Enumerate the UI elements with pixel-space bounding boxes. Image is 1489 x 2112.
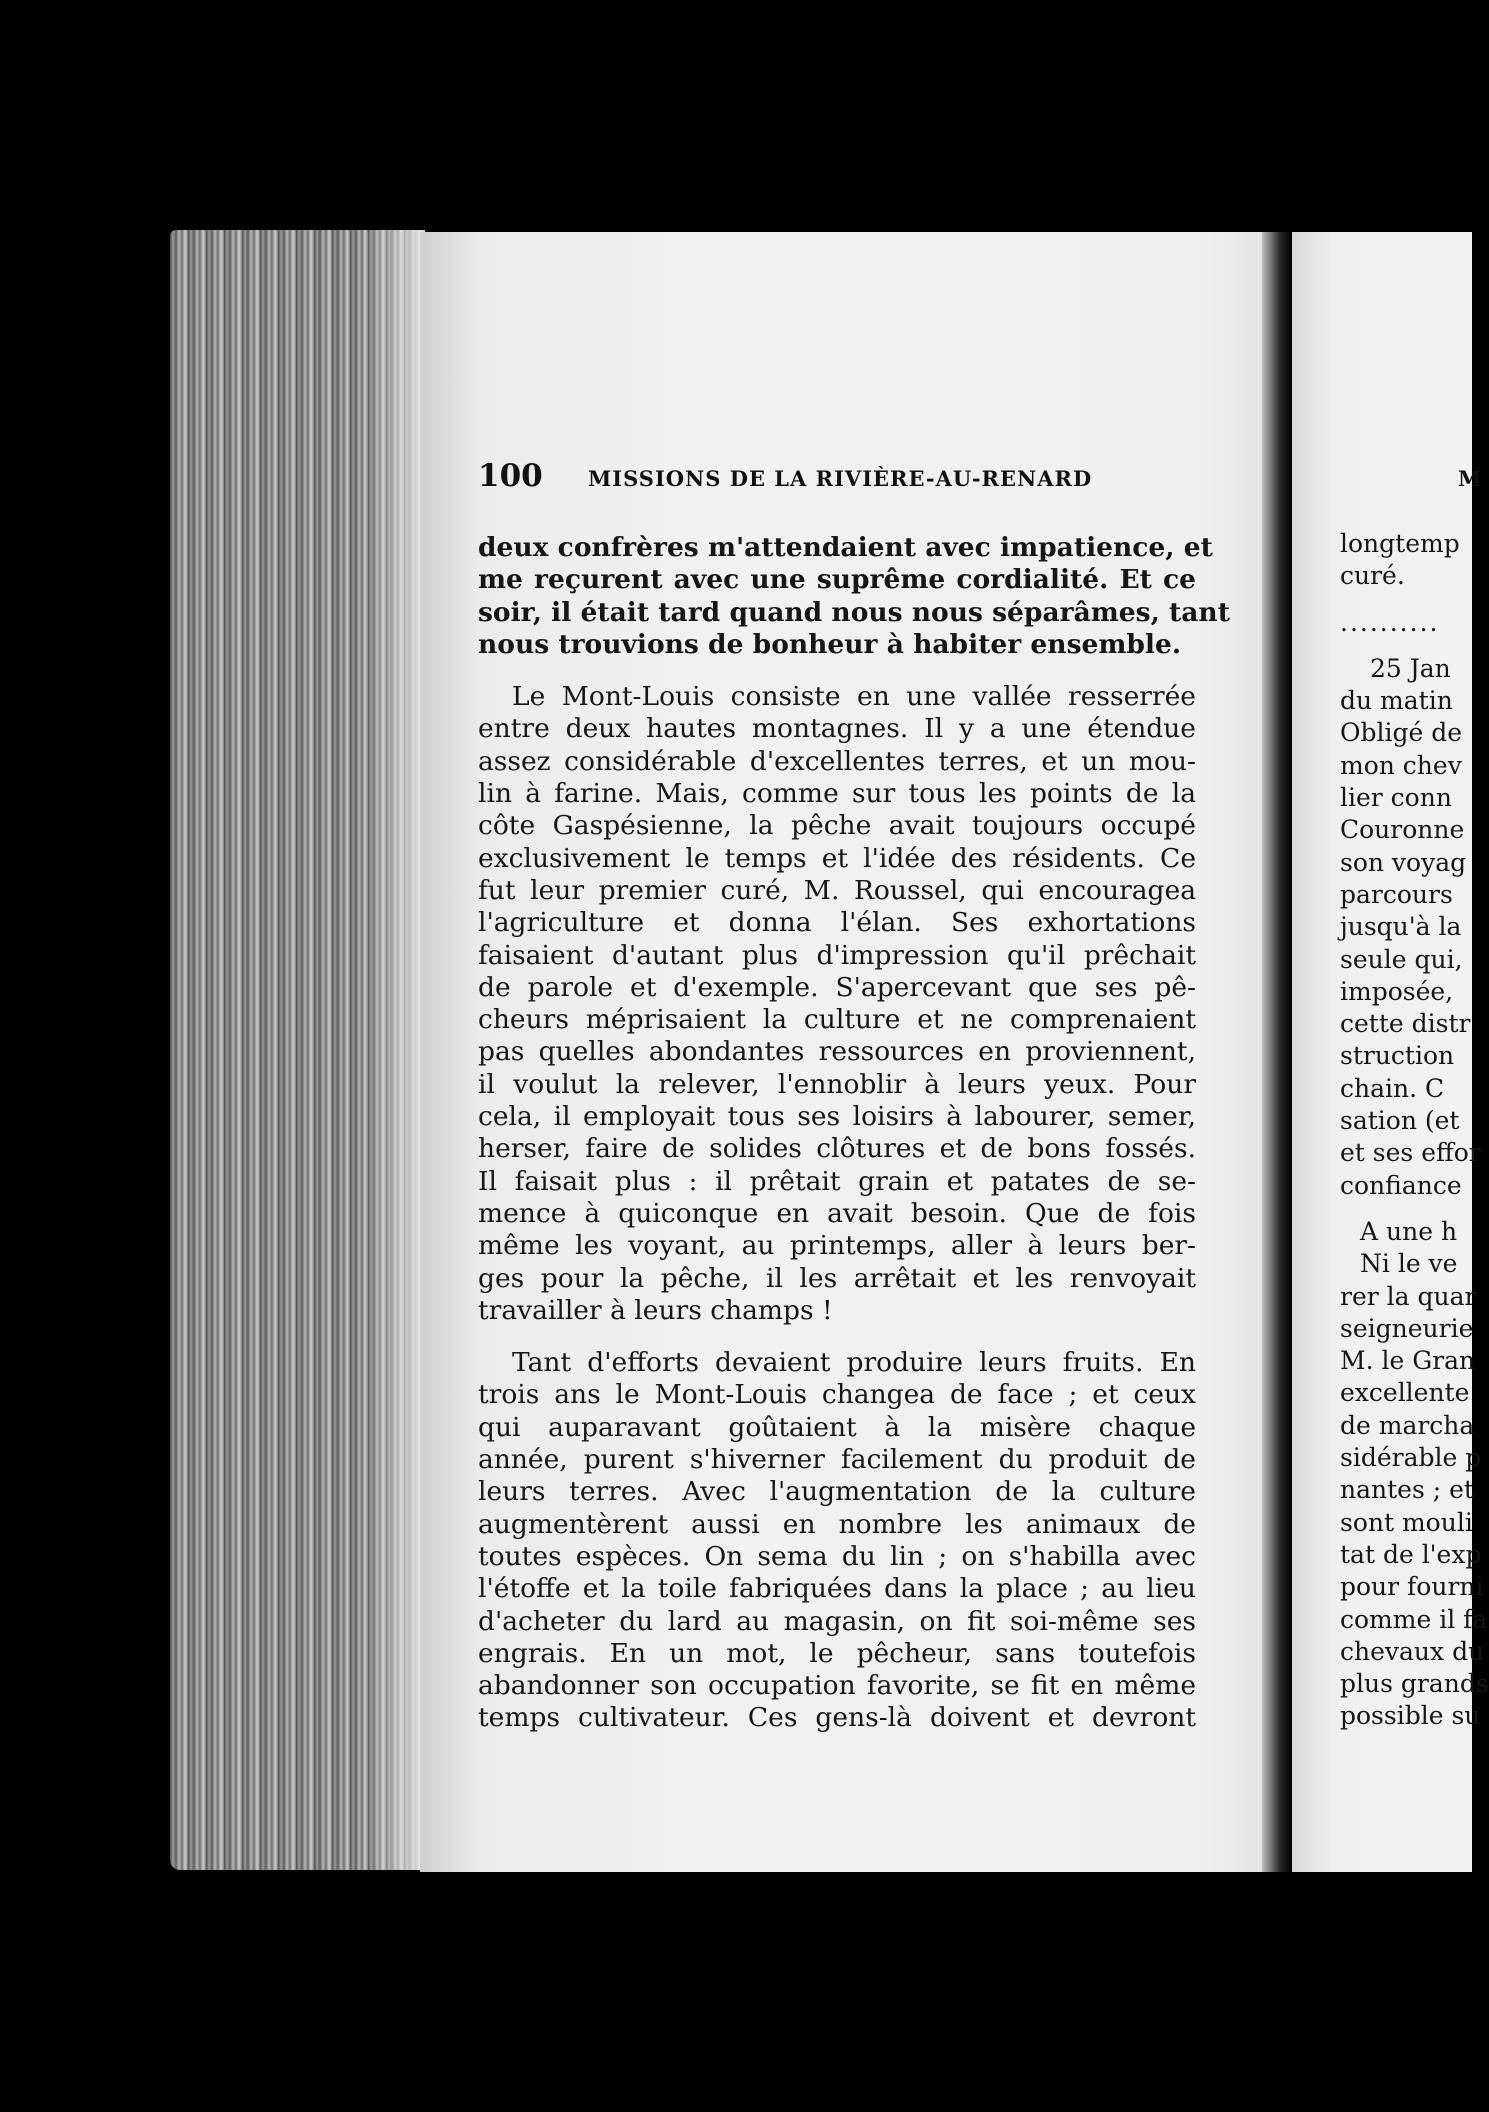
text-line: du matin (1340, 686, 1453, 716)
text-line: nantes ; et (1340, 1475, 1474, 1505)
paragraph-1 (478, 532, 1230, 661)
text-line: jusqu'à la (1340, 912, 1462, 942)
text-line: imposée, (1340, 976, 1454, 1006)
text-line: assez considérable d'excellentes terres, et un mou- (478, 745, 1196, 777)
page-edges (170, 230, 425, 1870)
text-line: rer la quar (1340, 1281, 1477, 1311)
text-line: qui auparavant goûtaient à la misère chaque (478, 1411, 1196, 1443)
text-line: il voulut la relever, l'ennoblir à leurs yeux. Pour (478, 1068, 1196, 1100)
text-line: l'étoffe et la toile fabriquées dans la place ; au lieu (478, 1573, 1196, 1605)
text-line: Il faisait plus : il prêtait grain et patates de se- (478, 1165, 1196, 1197)
text-line: leurs terres. Avec l'augmentation de la culture (478, 1476, 1196, 1508)
text-line: augmentèrent aussi en nombre les animaux de (478, 1508, 1196, 1540)
text-line: 25 Jan (1370, 653, 1451, 683)
text-line: exclusivement le temps et l'idée des résidents. Ce (478, 842, 1196, 874)
text-line: engrais. En un mot, le pêcheur, sans toutefois (478, 1637, 1196, 1669)
text-line: sidérable p (1340, 1443, 1482, 1473)
text-line: Le Mont-Louis consiste en une vallée resserrée (512, 681, 1196, 713)
text-line: possible su (1340, 1701, 1481, 1731)
page-header (478, 458, 1198, 498)
text-line: seigneurie (1340, 1313, 1474, 1343)
text-line: excellente (1340, 1378, 1470, 1408)
text-line: lin à farine. Mais, comme sur tous les points de la (478, 778, 1196, 810)
text-line: trois ans le Mont-Louis changea de face ; et ceux (478, 1379, 1196, 1411)
text-line: chain. C (1340, 1073, 1445, 1103)
text-line: et ses effor (1340, 1138, 1481, 1168)
text-line: deux confrères m'attendaient avec impatience, et (478, 532, 1213, 563)
text-line: abandonner son occupation favorite, se fit en même (478, 1670, 1196, 1702)
text-line: de marcha (1340, 1410, 1475, 1440)
text-line: fut leur premier curé, M. Roussel, qui encouragea (478, 874, 1196, 906)
text-line: mon chev (1340, 750, 1462, 780)
text-line: d'acheter du lard au magasin, on fit soi-même ses (478, 1605, 1196, 1637)
text-line: pas quelles abondantes ressources en proviennent, (478, 1036, 1196, 1068)
text-line: A une h (1360, 1216, 1458, 1246)
text-line: entre deux hautes montagnes. Il y a une étendue (478, 713, 1196, 745)
right-page-text (1340, 528, 1489, 1733)
text-line: nous trouvions de bonheur à habiter ensemble. (478, 628, 1182, 660)
text-line: comme il fa (1340, 1604, 1488, 1634)
paragraph-3 (478, 1347, 1196, 1735)
text-line: soir, il était tard quand nous nous séparâmes, tant (478, 596, 1230, 628)
text-line: tat de l'exp (1340, 1539, 1482, 1569)
text-line: sation (et (1340, 1106, 1460, 1136)
text-line: travailler à leurs champs ! (478, 1294, 833, 1326)
text-line: curé. (1340, 561, 1405, 591)
text-line: parcours (1340, 879, 1453, 909)
text-line: Couronne (1340, 815, 1465, 845)
text-line: année, purent s'hiverner facilement du produit de (478, 1444, 1196, 1476)
text-line: struction (1340, 1041, 1455, 1071)
running-title: MISSIONS DE LA RIVIÈRE-AU-RENARD (588, 466, 1093, 491)
text-line: seule qui, (1340, 944, 1463, 974)
text-line: de parole et d'exemple. S'apercevant que ses pê- (478, 971, 1196, 1003)
text-line: son voyag (1340, 847, 1467, 877)
text-line: confiance (1340, 1170, 1462, 1200)
right-page-header-fragment: M (1458, 466, 1482, 491)
text-line: .......... (1340, 607, 1440, 637)
left-page-text (478, 532, 1230, 1735)
page-number: 100 (478, 458, 543, 494)
text-line: Tant d'efforts devaient produire leurs fruits. En (512, 1347, 1196, 1379)
text-line: M. le Gran (1340, 1346, 1476, 1376)
text-line: me reçurent avec une suprême cordialité. Et ce (478, 564, 1196, 596)
text-line: côte Gaspésienne, la pêche avait toujours occupé (478, 810, 1196, 842)
text-line: faisaient d'autant plus d'impression qu'il prêchait (478, 939, 1196, 971)
text-line: toutes espèces. On sema du lin ; on s'habilla avec (478, 1540, 1196, 1572)
text-line: mence à quiconque en avait besoin. Que de fois (478, 1197, 1196, 1229)
text-line: cette distr (1340, 1009, 1471, 1039)
text-line: ges pour la pêche, il les arrêtait et les renvoyait (478, 1262, 1196, 1294)
text-line: pour fourni (1340, 1572, 1484, 1602)
text-line: plus grands (1340, 1669, 1489, 1699)
text-line: sont mouli (1340, 1507, 1473, 1537)
text-line: Ni le ve (1360, 1249, 1458, 1279)
text-line: cela, il employait tous ses loisirs à labourer, semer, (478, 1101, 1196, 1133)
text-line: Obligé de (1340, 718, 1463, 748)
text-line: longtemp (1340, 529, 1460, 558)
book-gutter (1262, 232, 1292, 1872)
paragraph-2 (478, 681, 1196, 1327)
text-line: temps cultivateur. Ces gens-là doivent et devront (478, 1702, 1196, 1734)
text-line: herser, faire de solides clôtures et de bons fossés. (478, 1133, 1196, 1165)
text-line: lier conn (1340, 783, 1452, 813)
text-line: même les voyant, au printemps, aller à leurs ber- (478, 1230, 1196, 1262)
text-line: chevaux du (1340, 1636, 1485, 1666)
text-line: cheurs méprisaient la culture et ne comprenaient (478, 1004, 1196, 1036)
text-line: l'agriculture et donna l'élan. Ses exhortations (478, 907, 1196, 939)
